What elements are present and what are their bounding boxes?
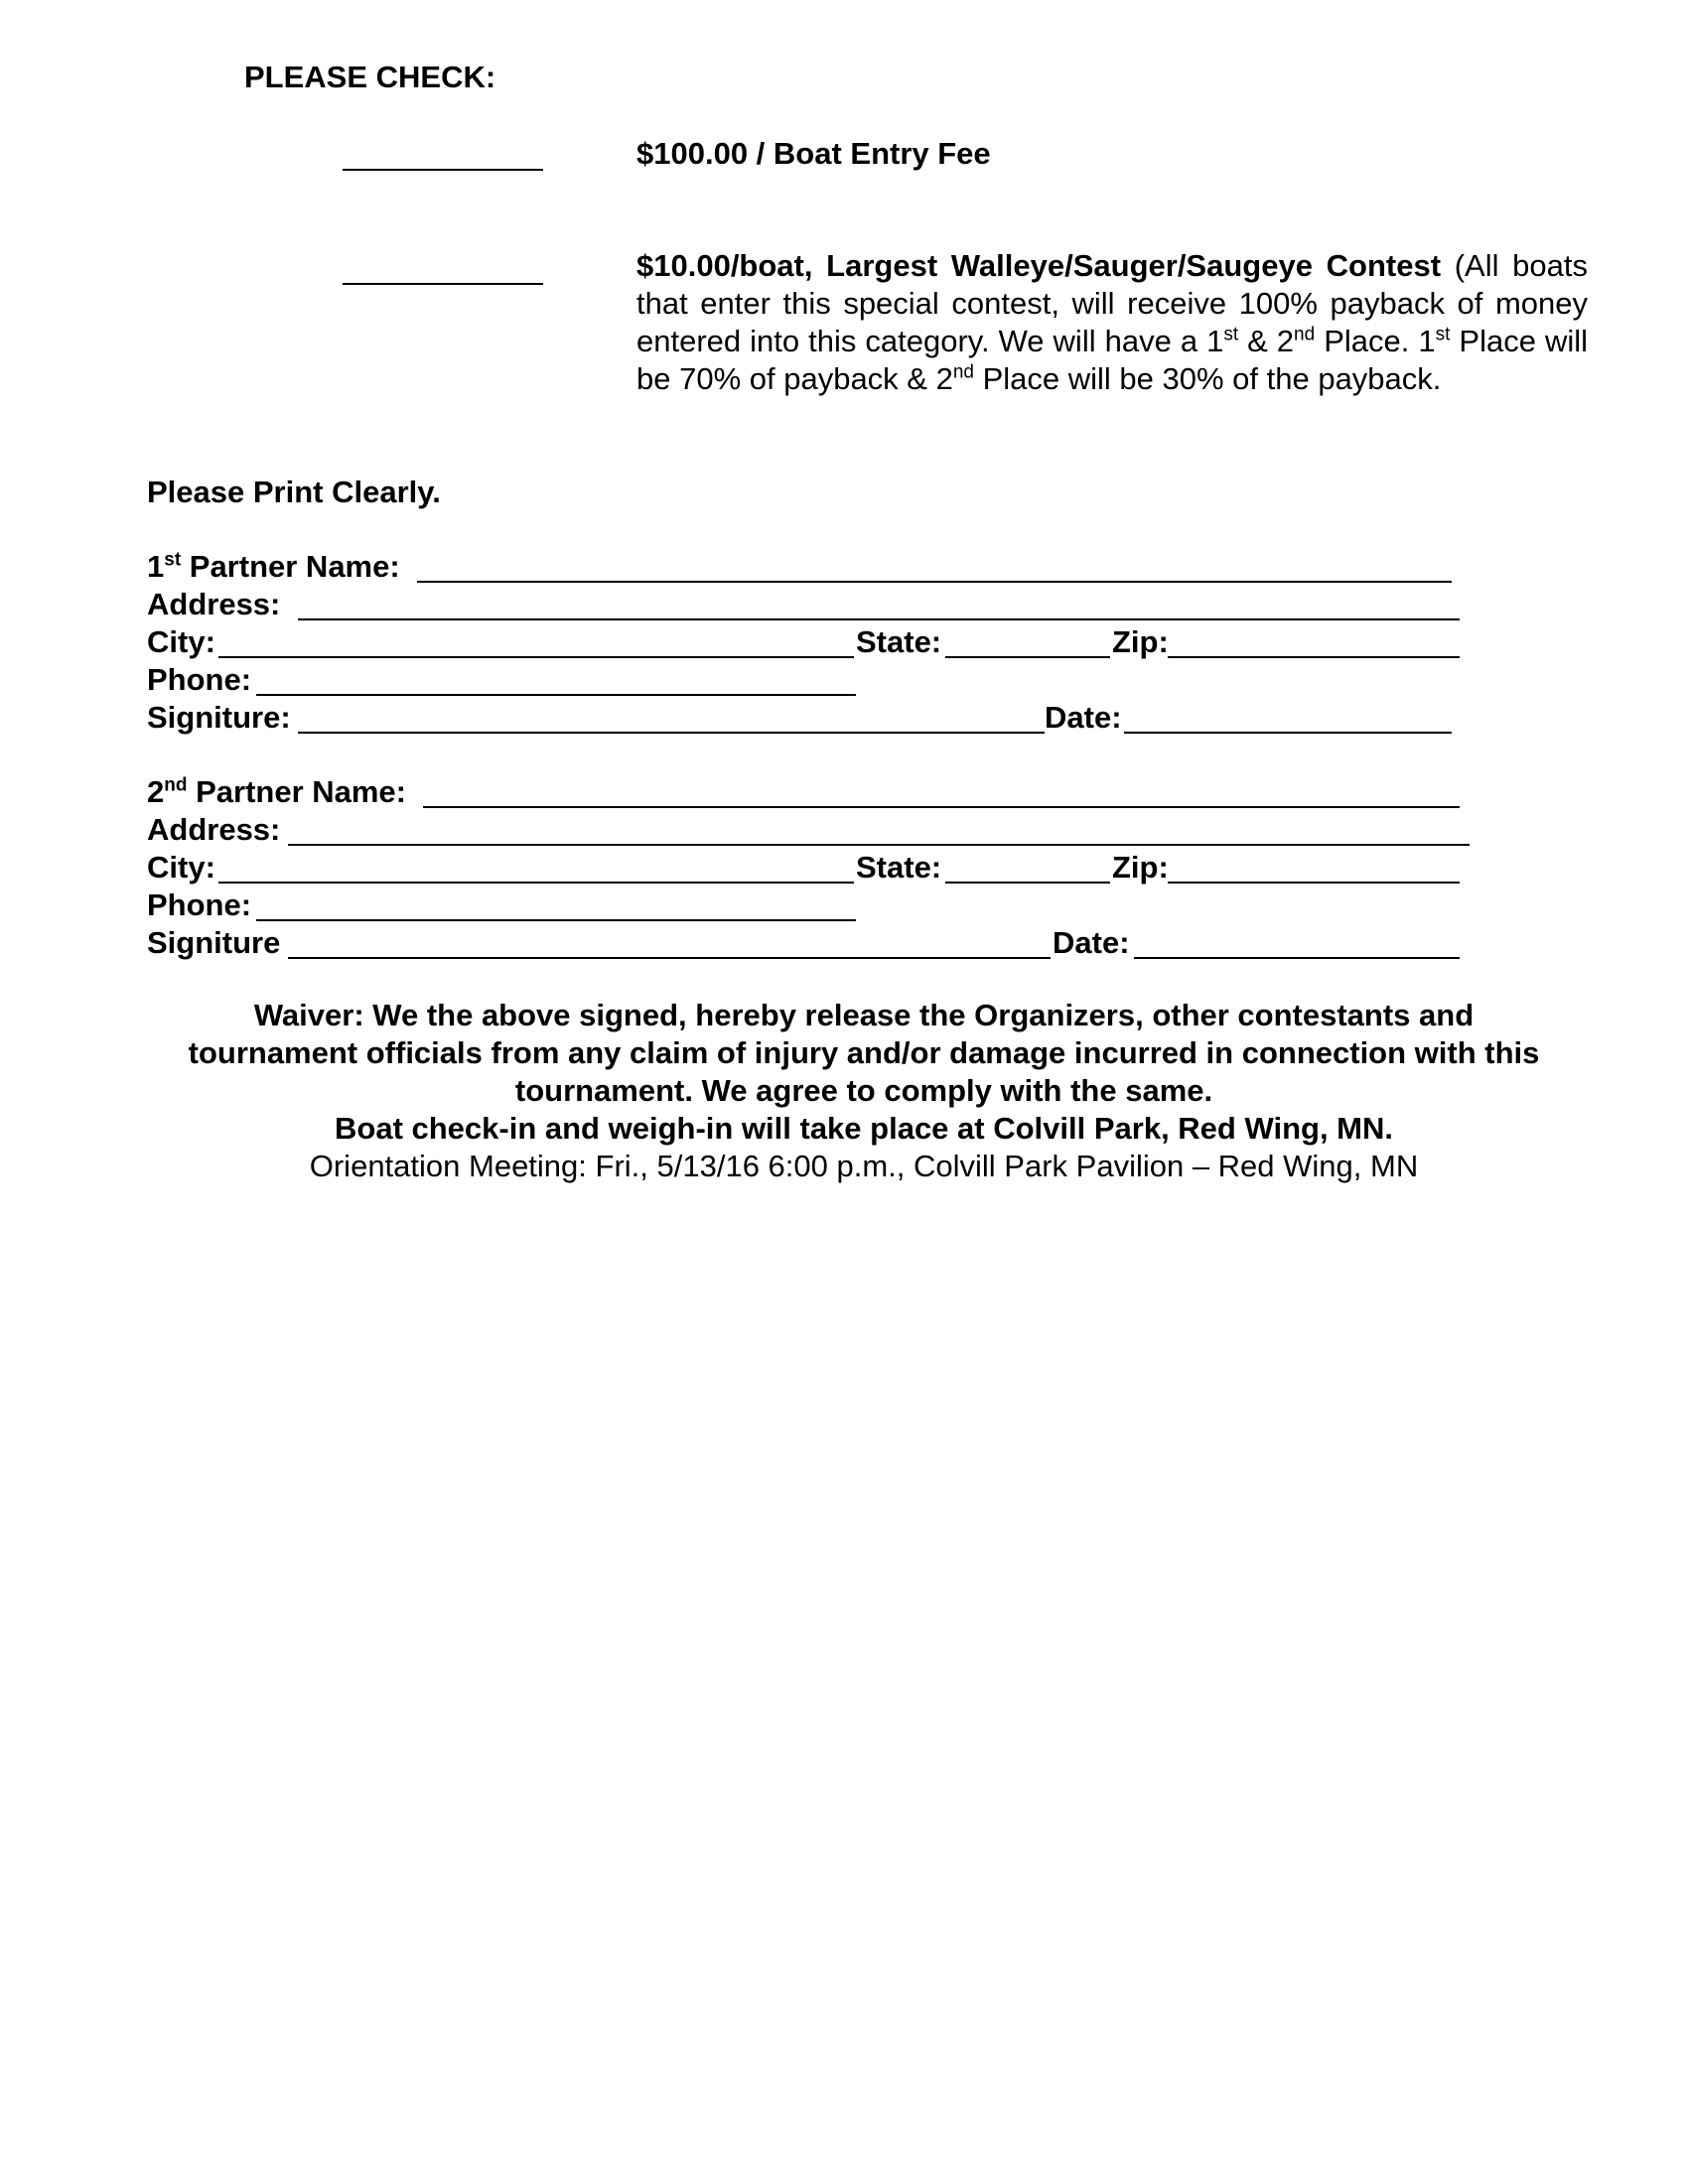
partner2-state-label: State: — [856, 850, 942, 885]
partner1-city-label: City: — [147, 624, 215, 659]
partner2-name-field[interactable] — [423, 806, 1460, 808]
contest-title: $10.00/boat, Largest Walleye/Sauger/Saugeye Contest — [636, 248, 1442, 283]
contest-description: $10.00/boat, Largest Walleye/Sauger/Saugeye Contest (All boats that enter this special contest, will receive 100% payback of money entered into this category. We will have a 1st & 2nd Place. 1st Place will be 70% of payback & 2nd Place will be 30% of the payback. — [636, 248, 1588, 396]
partner1-zip-field[interactable] — [1168, 656, 1460, 658]
partner1-zip-label: Zip: — [1112, 624, 1169, 659]
contest-check-line[interactable] — [343, 283, 543, 285]
partner1-city-field[interactable] — [218, 656, 854, 658]
partner2-state-field[interactable] — [945, 882, 1110, 884]
entry-fee-label: $100.00 / Boat Entry Fee — [636, 136, 991, 171]
waiver-line-1: Waiver: We the above signed, hereby release the Organizers, other contestants and — [253, 998, 1475, 1032]
partner1-phone-field[interactable] — [256, 694, 856, 696]
partner1-address-label: Address: — [147, 587, 281, 621]
partner2-zip-field[interactable] — [1168, 882, 1460, 884]
partner2-signature-label: Signiture — [147, 925, 281, 960]
please-check-heading: PLEASE CHECK: — [244, 60, 496, 94]
partner1-signature-field[interactable] — [298, 732, 1045, 734]
entry-fee-check-line[interactable] — [343, 169, 543, 171]
partner1-address-field[interactable] — [298, 618, 1460, 620]
partner2-phone-label: Phone: — [147, 887, 252, 922]
partner2-city-field[interactable] — [218, 882, 854, 884]
waiver-line-3: tournament. We agree to comply with the same. — [514, 1073, 1213, 1108]
partner2-address-field[interactable] — [288, 844, 1470, 846]
partner2-name-label: 2nd Partner Name: — [147, 774, 406, 809]
partner1-date-label: Date: — [1045, 700, 1122, 735]
partner2-signature-field[interactable] — [288, 957, 1051, 959]
print-clearly-heading: Please Print Clearly. — [147, 475, 441, 509]
partner2-date-field[interactable] — [1134, 957, 1460, 959]
partner2-phone-field[interactable] — [256, 919, 856, 921]
waiver-line-2: tournament officials from any claim of injury and/or damage incurred in connection with this — [188, 1035, 1540, 1070]
partner2-date-label: Date: — [1053, 925, 1130, 960]
partner1-name-field[interactable] — [417, 581, 1452, 583]
partner1-name-label: 1st Partner Name: — [147, 549, 400, 584]
partner2-city-label: City: — [147, 850, 215, 885]
orientation-meeting: Orientation Meeting: Fri., 5/13/16 6:00 p.m., Colvill Park Pavilion – Red Wing, MN — [309, 1149, 1419, 1183]
partner1-state-field[interactable] — [945, 656, 1110, 658]
checkin-notice: Boat check-in and weigh-in will take place at Colvill Park, Red Wing, MN. — [335, 1111, 1393, 1146]
partner1-date-field[interactable] — [1124, 732, 1452, 734]
partner2-address-label: Address: — [147, 812, 281, 847]
partner1-signature-label: Signiture: — [147, 700, 291, 735]
partner1-phone-label: Phone: — [147, 662, 252, 697]
partner1-state-label: State: — [856, 624, 942, 659]
partner2-zip-label: Zip: — [1112, 850, 1169, 885]
